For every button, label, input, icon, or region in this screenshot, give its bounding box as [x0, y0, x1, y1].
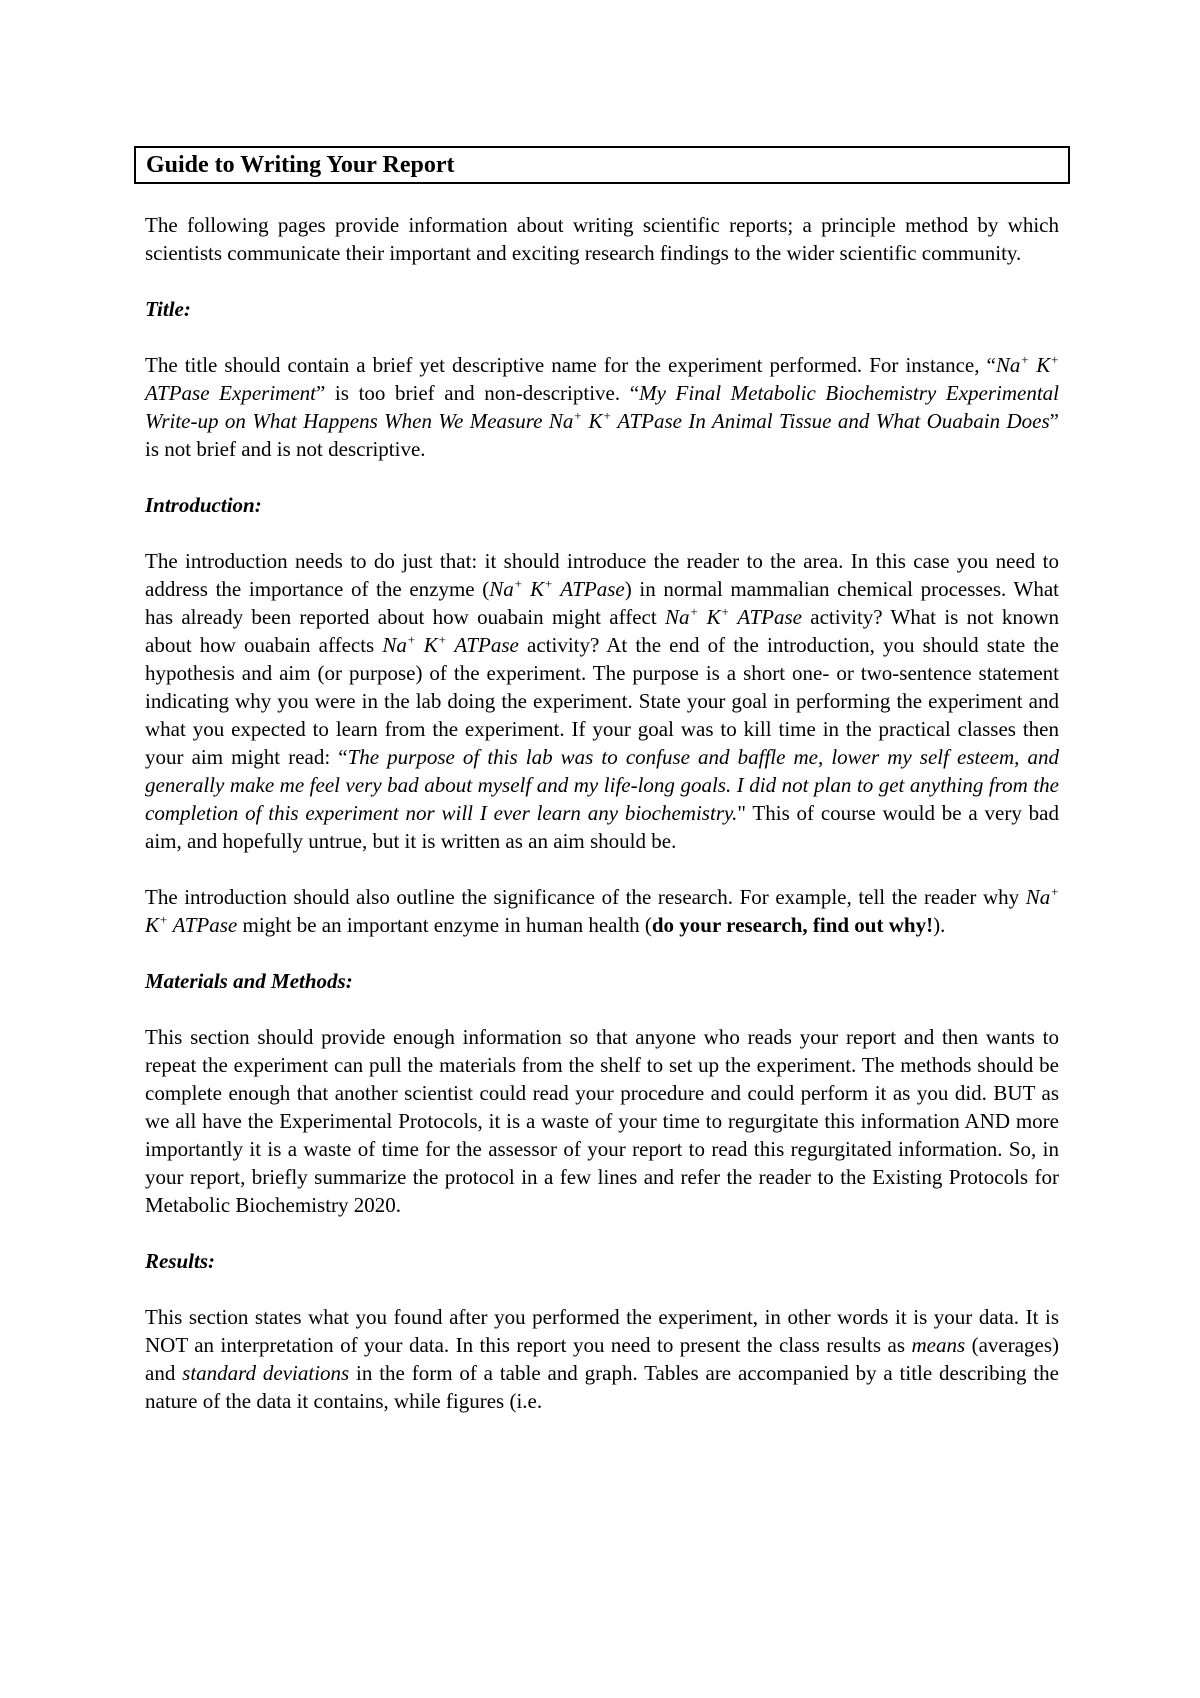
section-heading-methods: Materials and Methods: [145, 969, 353, 993]
superscript: + [406, 632, 416, 647]
text-run: ATPase [737, 605, 802, 629]
text-run: ATPase [560, 577, 625, 601]
intro-paragraph: The following pages provide information about writing scientific reports; a principle method by which scientists communicate their important and exciting research findings to the wider scientific community. [145, 213, 1059, 265]
text-run: Na [382, 633, 407, 657]
text-run: K [145, 913, 160, 937]
superscript: + [513, 576, 523, 591]
text-run: ” is too brief and non-descriptive. “ [315, 381, 640, 405]
quoted-aim: The purpose of this lab was to confuse and baffle me, lower my self esteem, and generally make me feel very bad about myself and my life-long goals. I did not plan to get anything from the completion of this experiment nor will I ever learn any biochemistry. [145, 745, 1059, 825]
text-run: K [706, 605, 721, 629]
text-run: activity? What is not known about how ouabain affects [145, 605, 1060, 657]
superscript: + [437, 632, 447, 647]
text-run: " This of course would be a very bad aim, and hopefully untrue, but it is written as an aim should be. [145, 801, 1059, 853]
text-run: The introduction should also outline the significance of the research. For example, tell the reader why [145, 885, 1026, 909]
text-run: ) in normal mammalian chemical processes. What has already been reported about how ouabain might affect [145, 577, 1060, 629]
superscript: + [720, 604, 730, 619]
bold-emphasis: do your research, find out why! [651, 913, 934, 937]
text-run: Na [665, 605, 690, 629]
introduction-paragraph-2 [145, 883, 1059, 939]
text-run: might be an important enzyme in human health ( [237, 913, 652, 937]
superscript: + [573, 408, 583, 423]
page-title: Guide to Writing Your Report [146, 152, 455, 178]
title-paragraph [145, 351, 1059, 463]
text-run: K [1036, 353, 1051, 377]
text-run: This section states what you found after you performed the experiment, in other words it is your data. It is NOT an interpretation of your data. In this report you need to present the class results as [145, 1305, 1059, 1357]
superscript: + [1050, 352, 1060, 367]
text-run: The title should contain a brief yet descriptive name for the experiment performed. For instance, “ [145, 353, 996, 377]
text-run: ” is not brief and is not descriptive. [145, 409, 1059, 461]
text-run: activity? At the end of the introduction, you should state the hypothesis and aim (or purpose) of the experiment. The purpose is a short one- or two-sentence statement indicating why you were in the lab doing the experiment. State your goal in performing the experiment and what you expected to learn from the experiment. If your goal was to kill time in the practical classes then your aim might read: “ [145, 633, 1060, 769]
superscript: + [1050, 884, 1059, 899]
superscript: + [689, 604, 699, 619]
text-run: (averages) and [145, 1333, 1060, 1385]
section-heading-introduction: Introduction: [145, 493, 262, 517]
section-heading-results: Results: [145, 1249, 216, 1273]
introduction-paragraph-1 [145, 547, 1059, 855]
text-run: in the form of a table and graph. Tables are accompanied by a title describing the nature of the data it contains, while figures (i.e. [145, 1361, 1060, 1413]
text-run: The introduction needs to do just that: it should introduce the reader to the area. In this case you need to address the importance of the enzyme ( [145, 549, 1059, 601]
text-run: My Final Metabolic Biochemistry Experimental Write-up on What Happens When We Measure Na [145, 381, 1059, 433]
text-run: ATPase In Animal Tissue and What Ouabain Does [617, 409, 1050, 433]
document-body [145, 211, 1059, 1443]
text-run: K [530, 577, 545, 601]
results-paragraph [145, 1303, 1059, 1415]
text-run: Na [995, 353, 1021, 377]
text-run: ). [933, 913, 946, 937]
text-run: ATPase [454, 633, 519, 657]
italic-term: standard deviations [182, 1361, 350, 1385]
text-run: K [423, 633, 438, 657]
superscript: + [159, 912, 168, 927]
text-run: ATPase [172, 913, 238, 937]
superscript: + [1020, 352, 1030, 367]
section-heading-title: Title: [145, 297, 191, 321]
text-run: ATPase Experiment [145, 381, 316, 405]
superscript: + [544, 576, 553, 591]
italic-term: means [911, 1333, 966, 1357]
text-run: Na [1025, 885, 1051, 909]
title-box [134, 146, 1070, 184]
superscript: + [602, 408, 612, 423]
methods-paragraph: This section should provide enough information so that anyone who reads your report and then wants to repeat the experiment can pull the materials from the shelf to set up the experiment. The methods should be complete enough that another scientist could read your procedure and could perform it as you did. BUT as we all have the Experimental Protocols, it is a waste of your time to regurgitate this information AND more importantly it is a waste of time for the assessor of your report to read this regurgitated information. So, in your report, briefly summarize the protocol in a few lines and refer the reader to the Existing Protocols for Metabolic Biochemistry 2020. [145, 1025, 1059, 1217]
text-run: K [588, 409, 603, 433]
text-run: Na [489, 577, 514, 601]
